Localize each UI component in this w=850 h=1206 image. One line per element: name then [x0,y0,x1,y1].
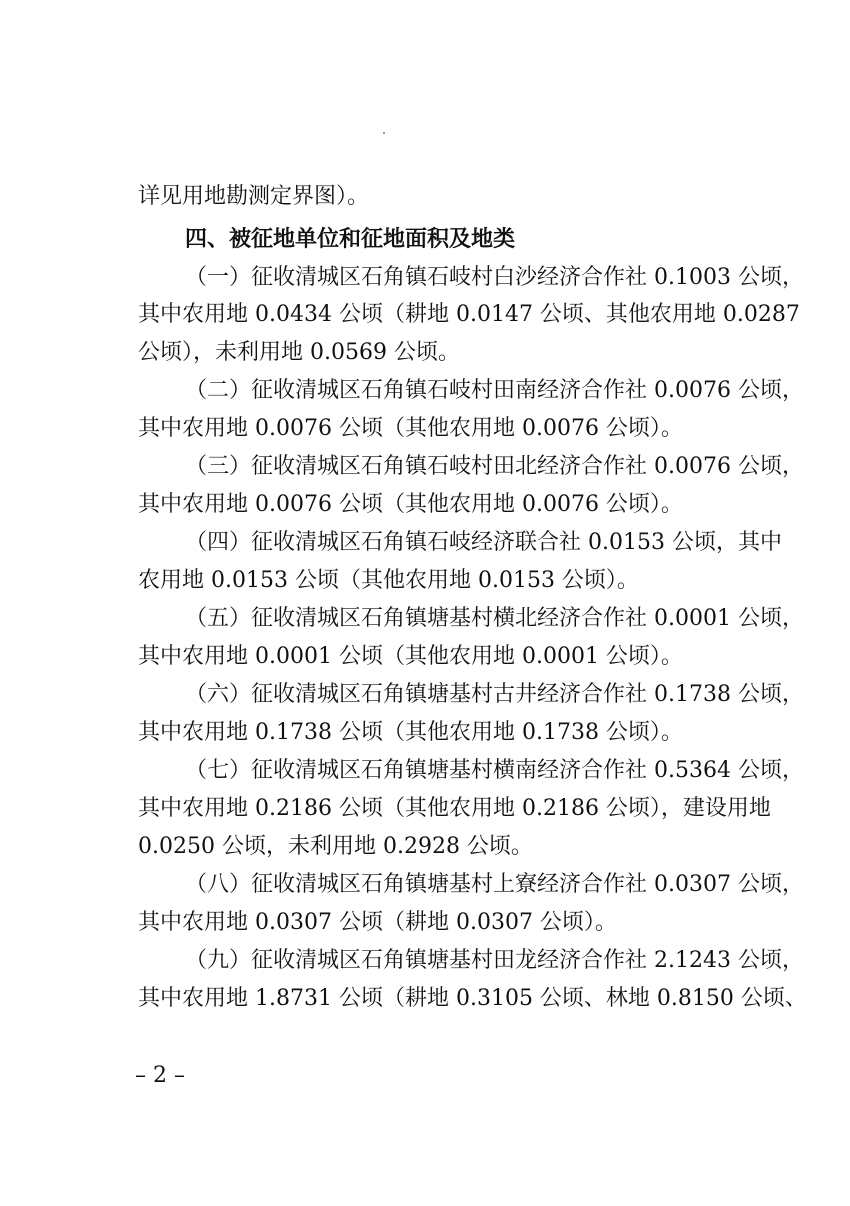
text-line: （五）征收清城区石角镇塘基村横北经济合作社 0.0001 公顷， [185,606,804,631]
text-line: 农用地 0.0153 公顷（其他农用地 0.0153 公顷）。 [138,568,639,593]
text-line: 其中农用地 0.2186 公顷（其他农用地 0.2186 公顷），建设用地 [138,796,771,821]
text-line: 其中农用地 0.0434 公顷（耕地 0.0147 公顷、其他农用地 0.0287 [138,302,800,327]
text-line: 其中农用地 0.0076 公顷（其他农用地 0.0076 公顷）。 [138,416,683,441]
text-line: （一）征收清城区石角镇石岐村白沙经济合作社 0.1003 公顷， [185,265,804,290]
text-line: 公顷），未利用地 0.0569 公顷。 [138,340,460,365]
text-line: 详见用地勘测定界图）。 [138,184,370,209]
text-line: 其中农用地 0.0076 公顷（其他农用地 0.0076 公顷）。 [138,492,683,517]
text-line: （八）征收清城区石角镇塘基村上寮经济合作社 0.0307 公顷， [185,872,804,897]
section-heading: 四、被征地单位和征地面积及地类 [185,227,516,252]
page-number: – 2 – [135,1063,185,1088]
text-line: 其中农用地 0.0307 公顷（耕地 0.0307 公顷）。 [138,910,617,935]
text-line: （七）征收清城区石角镇塘基村横南经济合作社 0.5364 公顷， [185,758,804,783]
text-line: （九）征收清城区石角镇塘基村田龙经济合作社 2.1243 公顷， [185,948,804,973]
text-line: 其中农用地 1.8731 公顷（耕地 0.3105 公顷、林地 0.8150 公顷、 [138,986,807,1011]
text-line: （二）征收清城区石角镇石岐村田南经济合作社 0.0076 公顷， [185,378,804,403]
text-line: （三）征收清城区石角镇石岐村田北经济合作社 0.0076 公顷， [185,454,804,479]
text-line: 其中农用地 0.0001 公顷（其他农用地 0.0001 公顷）。 [138,644,683,669]
scan-speck [383,132,385,134]
text-line: （四）征收清城区石角镇石岐经济联合社 0.0153 公顷，其中 [185,530,782,555]
text-line: （六）征收清城区石角镇塘基村古井经济合作社 0.1738 公顷， [185,682,804,707]
text-line: 其中农用地 0.1738 公顷（其他农用地 0.1738 公顷）。 [138,720,683,745]
text-line: 0.0250 公顷，未利用地 0.2928 公顷。 [138,834,533,859]
